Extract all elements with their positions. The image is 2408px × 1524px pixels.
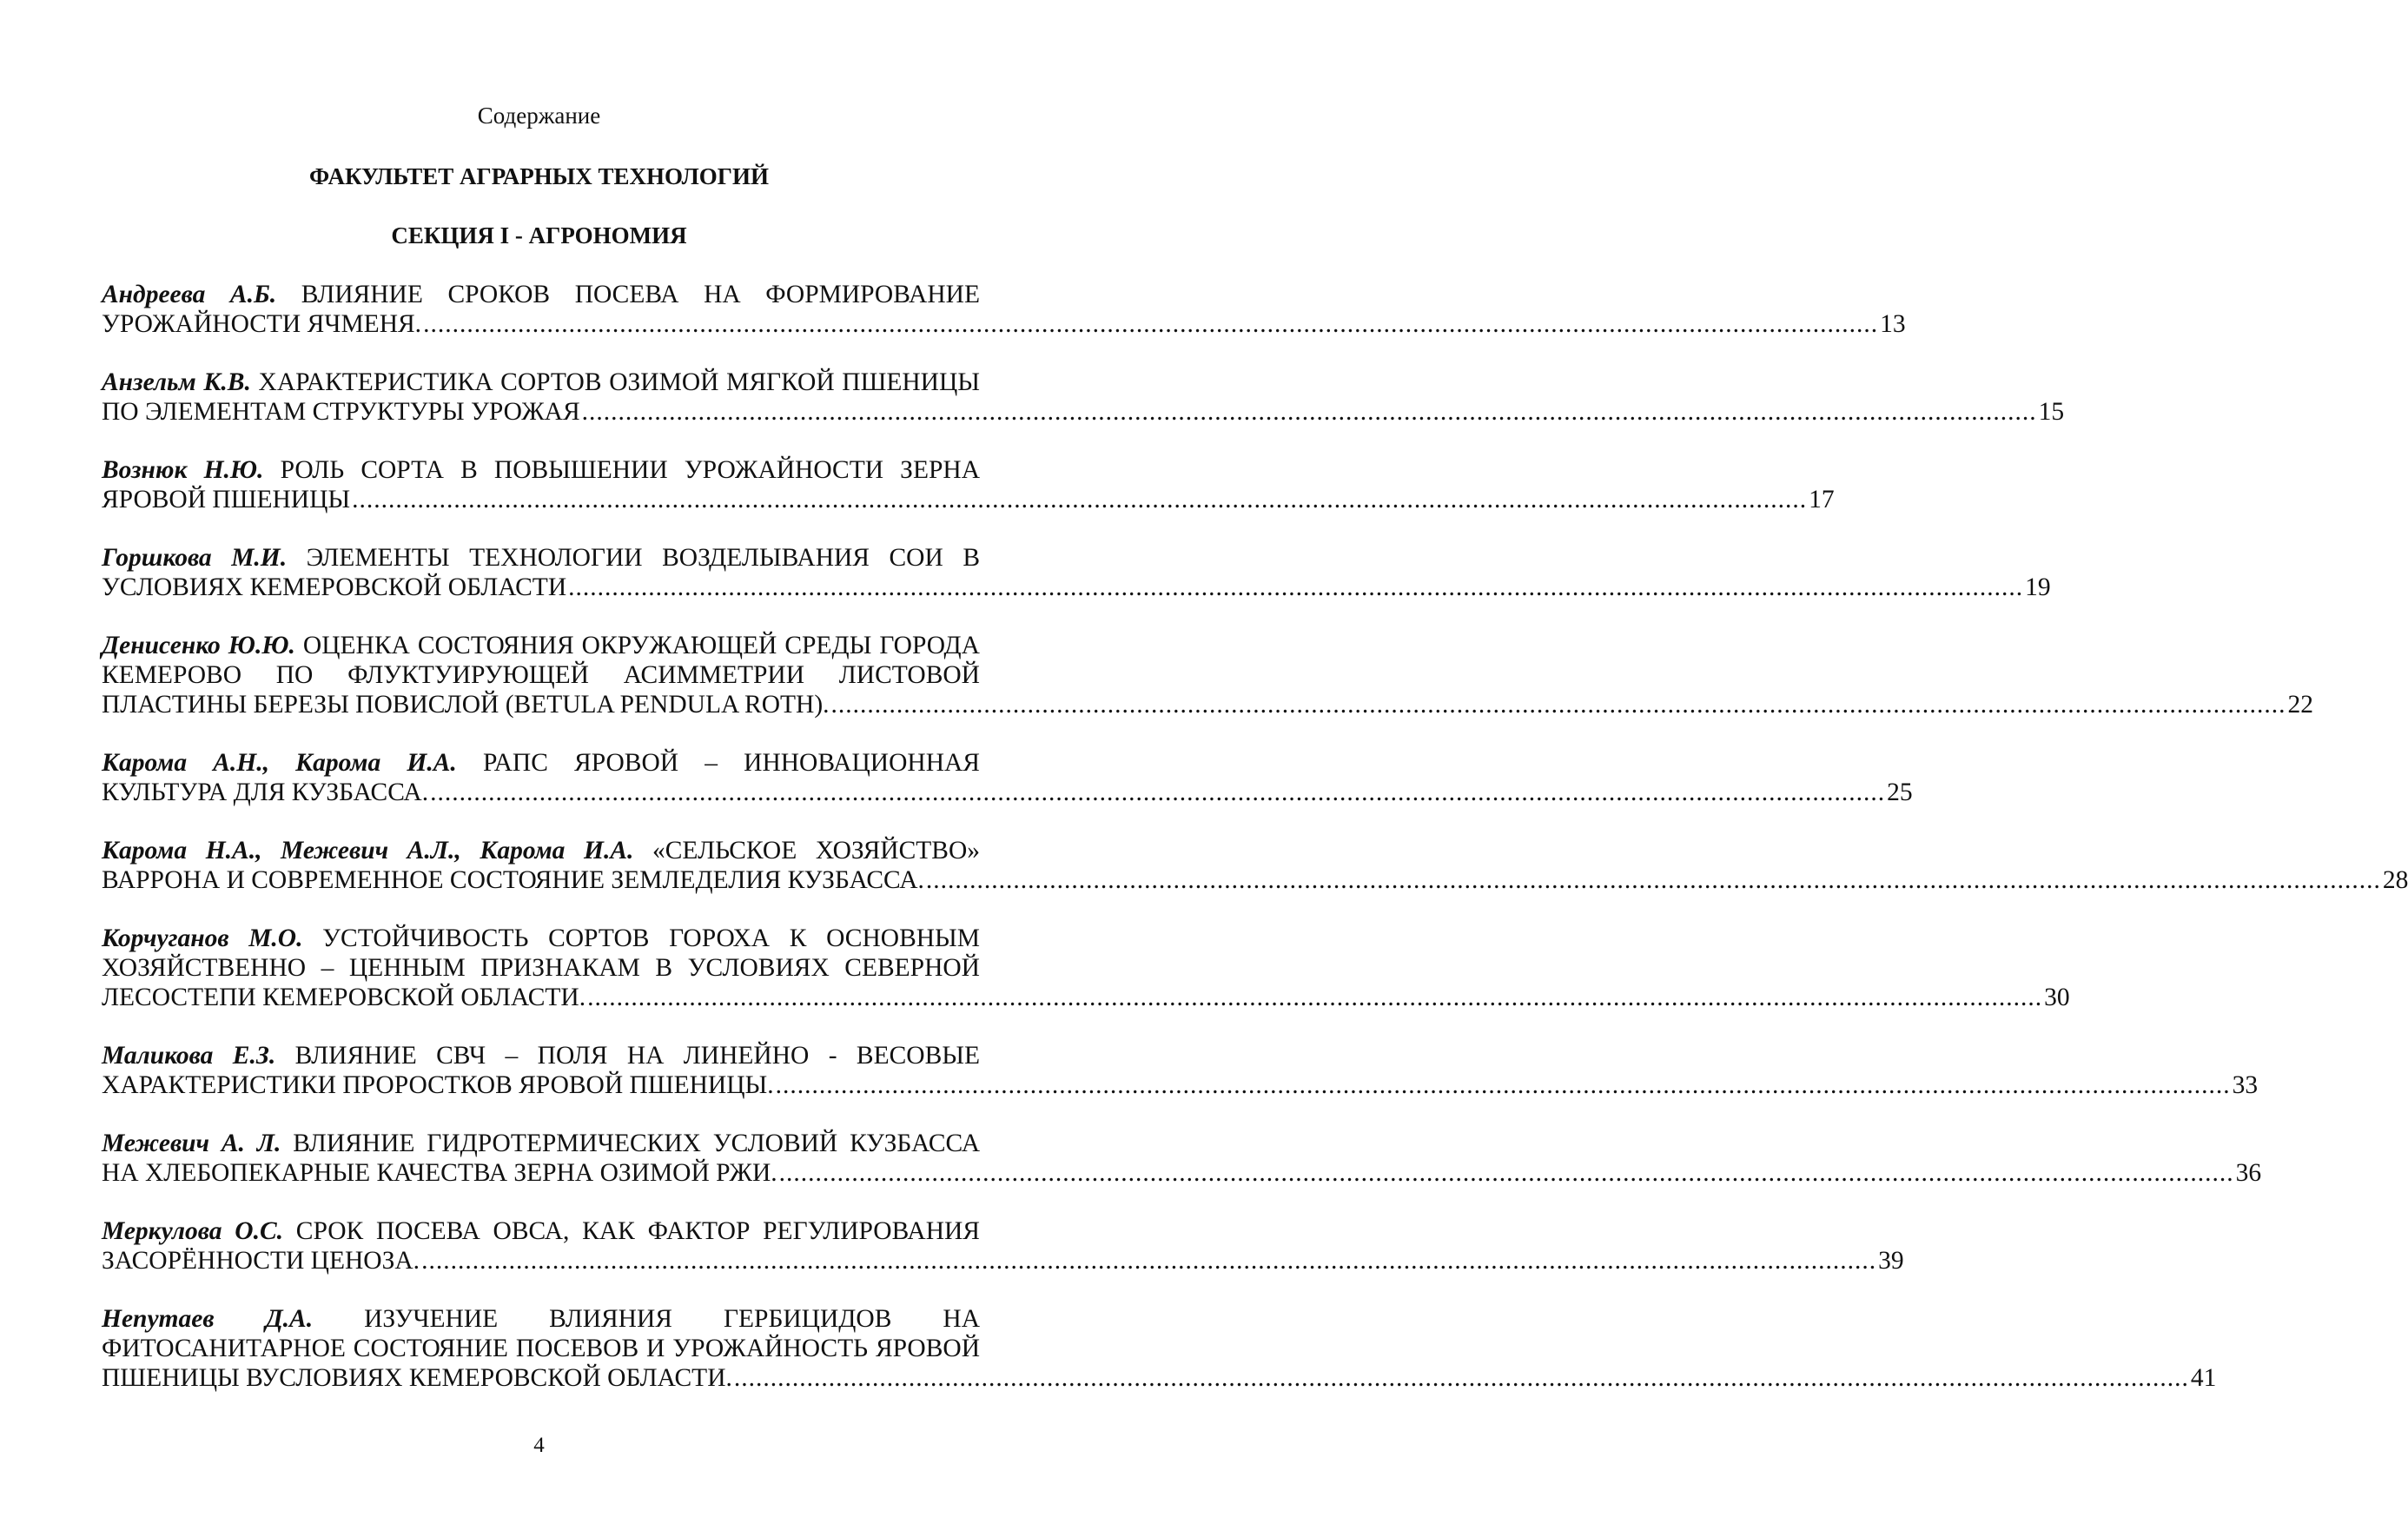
toc-entry-first-line	[102, 748, 980, 778]
toc-entry-last-line	[102, 1246, 1904, 1276]
dot-leader: ........................................................................................................................................................................................................	[430, 779, 1886, 806]
toc-entry	[102, 1304, 2217, 1393]
toc-entry-first-line	[102, 543, 980, 573]
toc-entry-author: Корчуганов М.О.	[102, 924, 303, 952]
toc-entry-title-start: УСТОЙЧИВОСТЬ СОРТОВ ГОРОХА К ОСНОВНЫМ	[302, 924, 981, 952]
toc-entry-middle-line: ХОЗЯЙСТВЕННО – ЦЕННЫМ ПРИЗНАКАМ В УСЛОВИЯХ СЕВЕРНОЙ	[102, 954, 980, 982]
toc-entry-middle-line: ФИТОСАНИТАРНОЕ СОСТОЯНИЕ ПОСЕВОВ И УРОЖАЙНОСТЬ ЯРОВОЙ	[102, 1335, 980, 1362]
toc-entry-title-start: РАПС ЯРОВОЙ – ИННОВАЦИОННАЯ	[456, 749, 980, 777]
toc-entry	[102, 280, 1906, 339]
dot-leader: ........................................................................................................................................................................................................	[568, 573, 2024, 601]
dot-leader: ........................................................................................................................................................................................................	[830, 691, 2286, 719]
toc-entry-title-end: НА ХЛЕБОПЕКАРНЫЕ КАЧЕСТВА ЗЕРНА ОЗИМОЙ РЖИ.	[102, 1159, 777, 1187]
toc-entry-title-end: КУЛЬТУРА ДЛЯ КУЗБАССА.	[102, 779, 429, 806]
toc-entry-middle-line: КЕМЕРОВО ПО ФЛУКТУИРУЮЩЕЙ АСИММЕТРИИ ЛИСТОВОЙ	[102, 661, 980, 689]
toc-entry-last-line	[102, 1070, 2259, 1100]
dot-leader: ........................................................................................................................................................................................................	[733, 1364, 2189, 1392]
toc-entry-title-end: ЯРОВОЙ ПШЕНИЦЫ	[102, 486, 351, 514]
toc-entry-page: 39	[1878, 1247, 1904, 1275]
toc-entry-last-line	[102, 1158, 2262, 1188]
toc-entry-title-start: ОЦЕНКА СОСТОЯНИЯ ОКРУЖАЮЩЕЙ СРЕДЫ ГОРОДА	[294, 632, 980, 659]
toc-entry-title-start: ВЛИЯНИЕ ГИДРОТЕРМИЧЕСКИХ УСЛОВИЙ КУЗБАССА	[281, 1130, 981, 1157]
toc-entry-title-start: ИЗУЧЕНИЕ ВЛИЯНИЯ ГЕРБИЦИДОВ НА	[313, 1305, 981, 1333]
toc-entry-last-line	[102, 690, 2314, 719]
toc-entry-page: 13	[1880, 310, 1906, 338]
toc-entry-author: Карома А.Н., Карома И.А.	[102, 749, 457, 777]
toc-entry-last-line	[102, 397, 2065, 427]
toc-entry-title-end: ЗАСОРЁННОСТИ ЦЕНОЗА.	[102, 1247, 420, 1275]
toc-entry-first-line	[102, 455, 980, 485]
toc-entry-first-line	[102, 631, 980, 660]
toc-entry-first-line	[102, 368, 980, 397]
toc-entry-page: 30	[2044, 984, 2070, 1011]
toc-entry-last-line	[102, 778, 1913, 807]
toc-entry-title-end: ХАРАКТЕРИСТИКИ ПРОРОСТКОВ ЯРОВОЙ ПШЕНИЦЫ.	[102, 1071, 774, 1099]
toc-entry	[102, 631, 2314, 719]
toc-entry-page: 33	[2232, 1071, 2259, 1099]
toc-entry-page: 15	[2038, 398, 2065, 426]
toc-entry-first-line	[102, 1041, 980, 1070]
toc-entry-last-line	[102, 983, 2070, 1012]
toc-entry-last-line	[102, 573, 2051, 602]
toc-entry-page: 41	[2190, 1364, 2217, 1392]
toc-entry	[102, 748, 1913, 807]
toc-entry-title-start: «СЕЛЬСКОЕ ХОЗЯЙСТВО»	[633, 837, 980, 865]
toc-entry-first-line	[102, 1304, 980, 1334]
contents-title: Содержание	[477, 103, 601, 129]
toc-entry-first-line	[102, 280, 980, 309]
dot-leader: ........................................................................................................................................................................................................	[423, 310, 1879, 338]
toc-entry-title-start: ВЛИЯНИЕ СВЧ – ПОЛЯ НА ЛИНЕЙНО - ВЕСОВЫЕ	[275, 1042, 980, 1070]
dot-leader: ........................................................................................................................................................................................................	[775, 1071, 2231, 1099]
toc-entry-author: Межевич А. Л.	[102, 1130, 281, 1157]
toc-entry-page: 28	[2382, 866, 2408, 894]
section-heading: СЕКЦИЯ I - АГРОНОМИЯ	[391, 222, 687, 248]
toc-entry	[102, 1129, 2262, 1188]
dot-leader: ........................................................................................................................................................................................................	[587, 984, 2043, 1011]
toc-entry-page: 19	[2025, 573, 2051, 601]
toc-entry-author: Горшкова М.И.	[102, 544, 288, 572]
dot-leader: ........................................................................................................................................................................................................	[581, 398, 2037, 426]
toc-entry	[102, 836, 2408, 895]
toc-entry-title-end: ЛЕСОСТЕПИ КЕМЕРОВСКОЙ ОБЛАСТИ.	[102, 984, 586, 1011]
toc-entry-author: Андреева А.Б.	[102, 281, 277, 308]
toc-entry-last-line	[102, 485, 1835, 514]
toc-entry-title-start: ВЛИЯНИЕ СРОКОВ ПОСЕВА НА ФОРМИРОВАНИЕ	[276, 281, 980, 308]
toc-entry-page: 22	[2287, 691, 2314, 719]
toc-entry-author: Вознюк Н.Ю.	[102, 456, 264, 484]
toc-entry-page: 36	[2235, 1159, 2262, 1187]
toc-entry-title-start: СРОК ПОСЕВА ОВСА, КАК ФАКТОР РЕГУЛИРОВАНИЯ	[283, 1217, 980, 1245]
toc-entry-first-line	[102, 1129, 980, 1158]
dot-leader: ........................................................................................................................................................................................................	[421, 1247, 1877, 1275]
dot-leader: ........................................................................................................................................................................................................	[925, 866, 2381, 894]
toc-entry-last-line	[102, 1363, 2217, 1393]
toc-entry-last-line	[102, 865, 2408, 895]
toc-entry-page: 25	[1887, 779, 1913, 806]
toc-entry-title-end: УРОЖАЙНОСТИ ЯЧМЕНЯ.	[102, 310, 422, 338]
toc-entry-last-line	[102, 309, 1906, 339]
toc-entry-author: Анзельм К.В.	[102, 368, 251, 396]
toc-entry	[102, 543, 2051, 602]
toc-entry	[102, 924, 2070, 1012]
toc-entry-author: Маликова Е.З.	[102, 1042, 276, 1070]
toc-entry	[102, 1041, 2259, 1100]
toc-entry	[102, 1216, 1904, 1276]
dot-leader: ........................................................................................................................................................................................................	[352, 486, 1808, 514]
toc-entry-author: Денисенко Ю.Ю.	[102, 632, 295, 659]
toc-entry-author: Карома Н.А., Межевич А.Л., Карома И.А.	[102, 837, 634, 865]
toc-entry-author: Непутаев Д.А.	[102, 1305, 314, 1333]
toc-entry-title-end: ВАРРОНА И СОВРЕМЕННОЕ СОСТОЯНИЕ ЗЕМЛЕДЕЛИЯ КУЗБАССА.	[102, 866, 924, 894]
toc-entry-title-end: ПШЕНИЦЫ ВУСЛОВИЯХ КЕМЕРОВСКОЙ ОБЛАСТИ.	[102, 1364, 732, 1392]
toc-entry-title-start: РОЛЬ СОРТА В ПОВЫШЕНИИ УРОЖАЙНОСТИ ЗЕРНА	[263, 456, 980, 484]
toc-entry-title-end: ПЛАСТИНЫ БЕРЕЗЫ ПОВИСЛОЙ (BETULA PENDULA ROTH).	[102, 691, 830, 719]
toc-entry	[102, 368, 2065, 427]
toc-entry-author: Меркулова О.С.	[102, 1217, 284, 1245]
dot-leader: ........................................................................................................................................................................................................	[778, 1159, 2234, 1187]
toc-entry-title-end: УСЛОВИЯХ КЕМЕРОВСКОЙ ОБЛАСТИ	[102, 573, 567, 601]
toc-entry-page: 17	[1809, 486, 1835, 514]
toc-entry	[102, 455, 1835, 514]
toc-entry-title-start: ХАРАКТЕРИСТИКА СОРТОВ ОЗИМОЙ МЯГКОЙ ПШЕНИЦЫ	[250, 368, 981, 396]
toc-entry-first-line	[102, 1216, 980, 1246]
toc-entry-title-start: ЭЛЕМЕНТЫ ТЕХНОЛОГИИ ВОЗДЕЛЫВАНИЯ СОИ В	[287, 544, 980, 572]
toc-entry-title-end: ПО ЭЛЕМЕНТАМ СТРУКТУРЫ УРОЖАЯ	[102, 398, 580, 426]
toc-entry-first-line	[102, 836, 980, 865]
toc-entries	[102, 280, 2408, 1421]
toc-entry-first-line	[102, 924, 980, 953]
page-number: 4	[533, 1434, 545, 1457]
faculty-heading: ФАКУЛЬТЕТ АГРАРНЫХ ТЕХНОЛОГИЙ	[309, 163, 769, 189]
